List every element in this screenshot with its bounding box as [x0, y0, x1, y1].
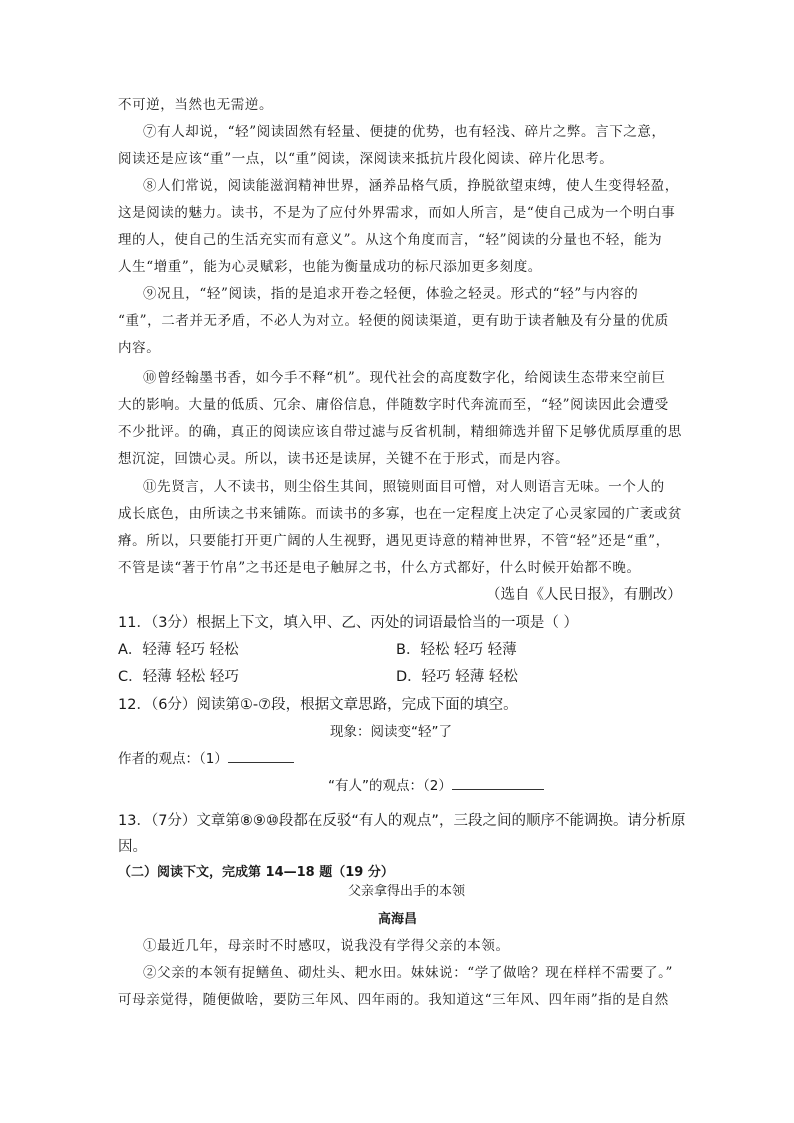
article-line: “重”，二者并无矛盾，不必人为对立。轻便的阅读渠道，更有助于读者触及有分量的优质: [118, 313, 669, 329]
article-line: ⑪先贤言，人不读书，则尘俗生其间，照镜则面目可憎，对人则语言无味。一个人的: [143, 479, 665, 495]
article-line: ⑨况且，“轻”阅读，指的是追求开卷之轻便，体验之轻灵。形式的“轻”与内容的: [143, 286, 639, 302]
story-author: 高海昌: [378, 912, 418, 927]
article-line: 不可逆，当然也无需逆。: [118, 97, 274, 113]
author-view-row: [118, 750, 294, 768]
article-line: ⑦有人却说，“轻”阅读固然有轻量、便捷的优势，也有轻浅、碎片之弊。言下之意，: [143, 124, 666, 140]
question-12-stem: 12．（6分）阅读第①-⑦段，根据文章思路，完成下面的填空。: [118, 697, 518, 713]
phenomenon-label: 现象：阅读变“轻”了: [330, 724, 452, 740]
article-line: 瘠。所以，只要能打开更广阔的人生视野，遇见更诗意的精神世界，不管“轻”还是“重”，: [118, 533, 670, 549]
story-line: ①最近几年，母亲时不时感叹，说我没有学得父亲的本领。: [143, 938, 510, 954]
option-c: C．轻薄 轻松 轻巧: [118, 669, 239, 685]
option-b: B．轻松 轻巧 轻薄: [396, 642, 517, 658]
option-a: A．轻薄 轻巧 轻松: [118, 642, 239, 658]
others-view-blank[interactable]: [452, 777, 544, 790]
article-line: 大的影响。大量的低质、冗余、庸俗信息，伴随数字时代奔流而至，“轻”阅读因此会遭受: [118, 397, 669, 413]
story-line: ②父亲的本领有捉鳝鱼、砌灶头、耙水田。妹妹说：“学了做啥？现在样样不需要了。”: [143, 965, 673, 981]
article-line: 阅读还是应该“重”一点，以“重”阅读，深阅读来抵抗片段化阅读、碎片化思考。: [118, 151, 614, 167]
article-line: 不少批评。的确，真正的阅读应该自带过滤与反省机制，精细筛选并留下足够优质厚重的思: [118, 424, 682, 440]
article-line: 人生“增重”，能为心灵赋彩，也能为衡量成功的标尺添加更多刻度。: [118, 259, 542, 275]
article-line: 成长底色，由所读之书来铺陈。而读书的多寡，也在一定程度上决定了心灵家园的广袤或贫: [118, 506, 682, 522]
section-2-heading: （二）阅读下文，完成第 14—18 题（19 分）: [118, 865, 394, 880]
author-view-label: 作者的观点：（1）: [118, 751, 228, 767]
author-view-blank[interactable]: [228, 750, 294, 763]
question-13-line: 因。: [118, 839, 147, 855]
others-view-row: [328, 777, 544, 795]
article-line: 不管是读“著于竹帛”之书还是电子触屏之书，什么方式都好，什么时候开始都不晚。: [118, 560, 641, 576]
article-line: 理的人，使自己的生活充实而有意义”。从这个角度而言，“轻”阅读的分量也不轻，能为: [118, 232, 663, 248]
question-11-stem: 11．（3分）根据上下文，填入甲、乙、丙处的词语最恰当的一项是（ ）: [118, 615, 579, 631]
story-line: 可母亲觉得，随便做啥，要防三年风、四年雨的。我知道这“三年风、四年雨”指的是自然: [118, 992, 669, 1008]
article-line: 内容。: [118, 340, 161, 356]
story-title: 父亲拿得出手的本领: [348, 884, 466, 899]
article-line: ⑩曾经翰墨书香，如今手不释“机”。现代社会的高度数字化，给阅读生态带来空前巨: [143, 370, 666, 386]
article-line: 这是阅读的魅力。读书，不是为了应付外界需求，而如人所言，是“使自己成为一个明白事: [118, 205, 676, 221]
article-line: ⑧人们常说，阅读能滋润精神世界，涵养品格气质，挣脱欲望束缚，使人生变得轻盈，: [143, 178, 679, 194]
others-view-label: “有人”的观点：（2）: [328, 778, 452, 794]
option-d: D．轻巧 轻薄 轻松: [396, 669, 518, 685]
article-line: 想沉淀，回馈心灵。所以，读书还是读屏，关键不在于形式，而是内容。: [118, 451, 570, 467]
question-13-line: 13．（7分）文章第⑧⑨⑩段都在反驳“有人的观点”，三段之间的顺序不能调换。请分析原: [118, 813, 686, 829]
article-source: （选自《人民日报》，有删改）: [486, 587, 682, 603]
